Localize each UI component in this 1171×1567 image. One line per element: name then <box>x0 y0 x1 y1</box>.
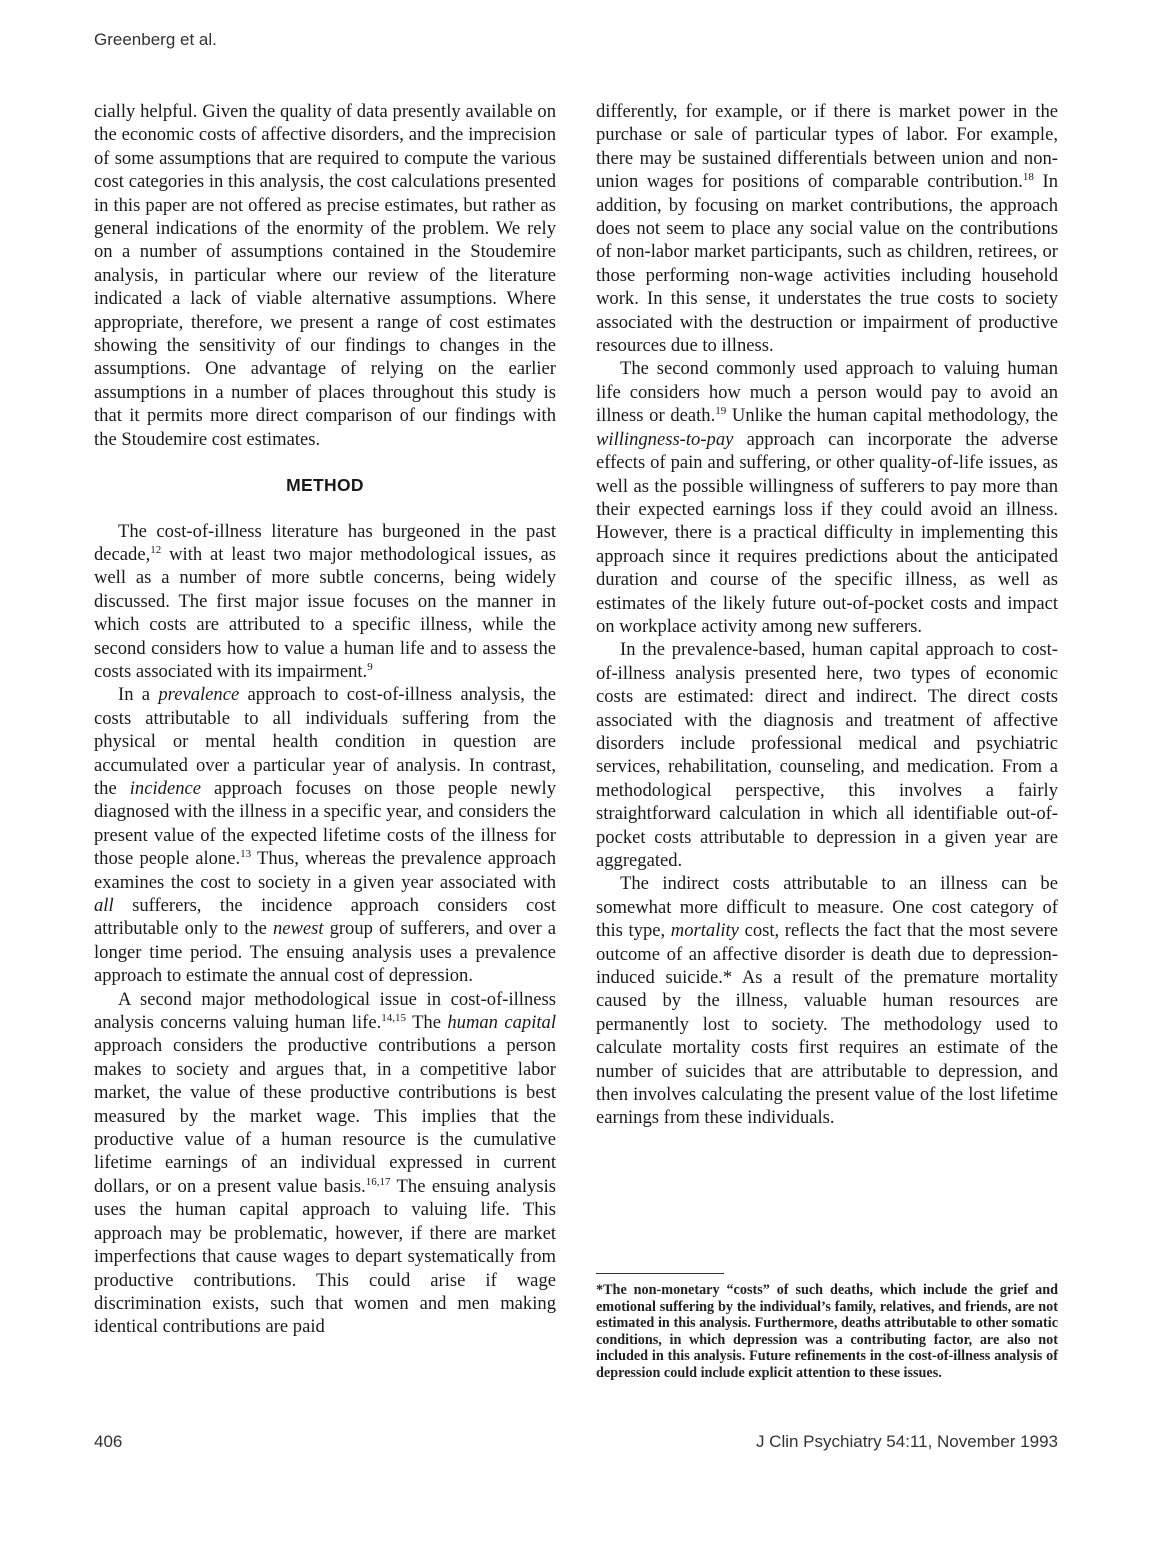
journal-citation: J Clin Psychiatry 54:11, November 1993 <box>755 1432 1058 1451</box>
footnote-rule <box>596 1273 724 1274</box>
citation: 16,17 <box>365 1175 391 1188</box>
left-column <box>94 100 556 1339</box>
citation: 12 <box>150 543 162 556</box>
paragraph: The indirect costs attributable to an illness can be somewhat more difficult to measure. One cost category of this type, mortality cost, reflects the fact that the most severe outcome of an affective disorder is death due to depression-induced suicide.* As a result of the premature mortality caused by the illness, valuable human resources are permanently lost to society. The methodology used to calculate mortality costs first requires an estimate of the number of suicides that are attributable to depression, and then involves calculating the present value of the lost lifetime earnings from these individuals. <box>596 873 1058 1129</box>
right-column <box>596 100 1058 1130</box>
paragraph: differently, for example, or if there is market power in the purchase or sale of particular types of labor. For example, there may be sustained differentials between union and non-union wages for positions of comparable contribution.$^{18}$ In addition, by focusing on market contributions, the approach does not seem to place any social value on the contributions of non-labor market participants, such as children, retirees, or those performing non-wage activities including household work. In this sense, it understates the true costs to society associated with the destruction or impairment of productive resources due to illness. <box>596 101 1058 357</box>
paragraph: In the prevalence-based, human capital approach to cost-of-illness analysis presented here, two types of economic costs are estimated: direct and indirect. The direct costs associated with the diagnosis and treatment of affective disorders include professional medical and psychiatric services, rehabilitation, counseling, and medication. From a methodological perspective, this involves a fairly straightforward calculation in which all identifiable out-of-pocket costs attributable to depression in a given year are aggregated. <box>596 639 1058 871</box>
paragraph: In a prevalence approach to cost-of-illness analysis, the costs attributable to all individuals suffering from the physical or mental health condition in question are accumulated over a particular year of analysis. In contrast, the incidence approach focuses on those people newly diagnosed with the illness in a specific year, and considers the present value of the expected lifetime costs of the illness for those people alone.$^{13}$ Thus, whereas the prevalence approach examines the cost to society in a given year associated with all sufferers, the incidence approach considers cost attributable only to the newest group of sufferers, and over a longer time period. The ensuing analysis uses a prevalence approach to estimate the annual cost of depression. <box>94 684 556 987</box>
paragraph: The cost-of-illness literature has burgeoned in the past decade,$^{12}$ with at least two major methodological issues, as well as a number of more subtle concerns, being widely discussed. The first major issue focuses on the manner in which costs are attributed to a specific illness, while the second considers how to value a human life and to assess the costs associated with its impairment.$^9$ <box>94 520 556 682</box>
paragraph: The second commonly used approach to valuing human life considers how much a person would pay to avoid an illness or death.$^{19}$ Unlike the human capital methodology, the willingness-to-pay approach can incorporate the adverse effects of pain and suffering, or other quality-of-life issues, as well as the possible willingness of sufferers to pay more than their expected earnings loss if they could avoid an illness. However, there is a practical difficulty in implementing this approach since it requires predictions about the anticipated duration and course of the specific illness, as well as estimates of the likely future out-of-pocket costs and impact on workplace activity among new sufferers. <box>596 358 1058 637</box>
page-number: 406 <box>94 1432 123 1451</box>
citation: 9 <box>367 660 373 673</box>
footnote: *The non-monetary “costs” of such deaths, which include the grief and emotional suffering by the individual’s family, relatives, and friends, are not estimated in this analysis. Furthermore, deaths attributable to other somatic conditions, in which depression was a contributing factor, are also not included in this analysis. Future refinements in the cost-of-illness analysis of depression could include explicit attention to these issues. <box>596 1282 1058 1381</box>
citation: 19 <box>715 405 727 418</box>
citation: 18 <box>1022 171 1034 184</box>
citation: 13 <box>240 848 252 860</box>
paragraph: A second major methodological issue in cost-of-illness analysis concerns valuing human life.$^{14,15}$ The human capital approach considers the productive contributions a person makes to society and argues that, in a competitive labor market, the value of these productive contributions is best measured by the market wage. This implies that the productive value of a human resource is the cumulative lifetime earnings of an individual expressed in current dollars, or on a present value basis.$^{16,17}$ The ensuing analysis uses the human capital approach to valuing life. This approach may be problematic, however, if there are market imperfections that cause wages to depart systematically from productive contributions. This could arise if wage discrimination exists, such that women and men making identical contributions are paid <box>94 988 556 1338</box>
running-head: Greenberg et al. <box>94 30 217 49</box>
section-heading: METHOD <box>286 475 364 496</box>
citation: 14,15 <box>381 1011 407 1024</box>
paragraph: cially helpful. Given the quality of data presently available on the economic costs of affective disorders, and the imprecision of some assumptions that are required to compute the various cost categories in this analysis, the cost calculations presented in this paper are not offered as precise estimates, but rather as general indications of the enormity of the problem. We rely on a number of assumptions contained in the Stoudemire analysis, in particular where our review of the literature indicated a lack of viable alternative assumptions. Where appropriate, therefore, we present a range of cost estimates showing the sensitivity of our findings to changes in the assumptions. One advantage of relying on the earlier assumptions in a number of places throughout this study is that it permits more direct comparison of our findings with the Stoudemire cost estimates. <box>94 101 556 450</box>
